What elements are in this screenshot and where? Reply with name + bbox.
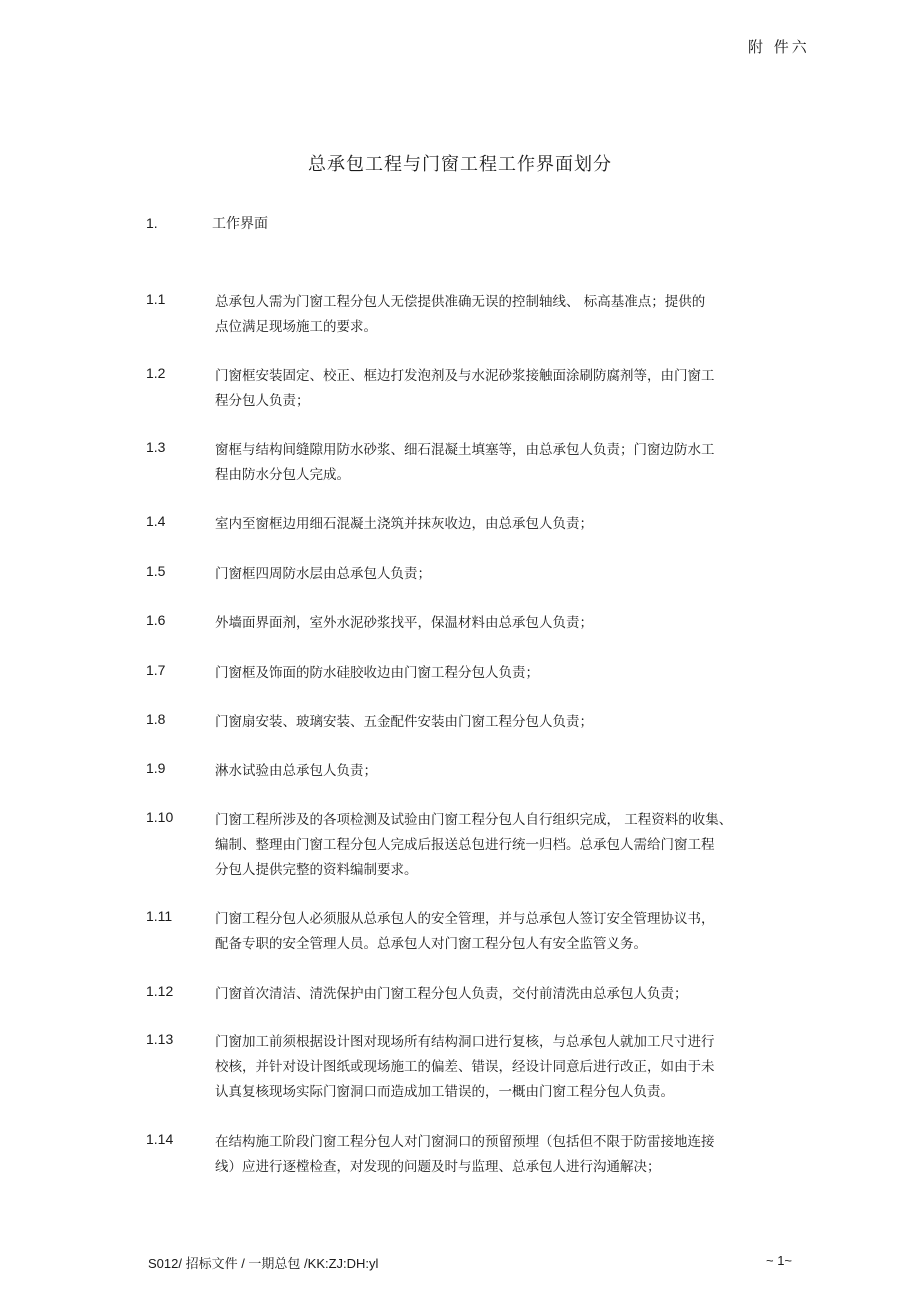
footer-document-code: S012/ 招标文件 / 一期总包 /KK:ZJ:DH:yl [148, 1256, 379, 1271]
clause-text: 门窗工程所涉及的各项检测及试验由门窗工程分包人自行组织完成， 工程资料的收集、 编制、整理由门窗工程分包人完成后报送总包进行统一归档。总承包人需给门窗工程 分包人提供完整的资料编制要求。 [215, 812, 733, 878]
document-title: 总承包工程与门窗工程工作界面划分 [308, 154, 612, 175]
clause-text: 外墙面界面剂，室外水泥砂浆找平，保温材料由总承包人负责； [215, 615, 593, 631]
clause-number: 1.14 [146, 1131, 174, 1147]
footer-page-number: ~ 1~ [766, 1253, 793, 1268]
clause-text: 窗框与结构间缝隙用防水砂浆、细石混凝土填塞等，由总承包人负责；门窗边防水工 程由防水分包人完成。 [215, 442, 715, 483]
clause-number: 1.9 [146, 760, 166, 776]
clause-text: 门窗加工前须根据设计图对现场所有结构洞口进行复核，与总承包人就加工尺寸进行 校核，并针对设计图纸或现场施工的偏差、错误，经设计同意后进行改正，如由于未 认真复核现场实际门窗洞口而造成加工错误的，一概由门窗工程分包人负责。 [215, 1034, 715, 1100]
clause-number: 1.7 [146, 662, 166, 678]
clause-text: 门窗框安装固定、校正、框边打发泡剂及与水泥砂浆接触面涂刷防腐剂等，由门窗工 程分包人负责； [215, 368, 715, 409]
attachment-label: 附 件六 [748, 38, 810, 56]
clause-number: 1.1 [146, 291, 166, 307]
section-title: 工作界面 [212, 216, 268, 232]
clause-text: 门窗首次清洁、清洗保护由门窗工程分包人负责，交付前清洗由总承包人负责； [215, 986, 688, 1002]
clause-number: 1.2 [146, 365, 166, 381]
clause-number: 1.4 [146, 513, 166, 529]
clause-text: 在结构施工阶段门窗工程分包人对门窗洞口的预留预埋（包括但不限于防雷接地连接 线）应进行逐樘检查，对发现的问题及时与监理、总承包人进行沟通解决； [215, 1134, 715, 1175]
clause-text: 室内至窗框边用细石混凝土浇筑并抹灰收边，由总承包人负责； [215, 516, 593, 532]
clause-number: 1.6 [146, 612, 166, 628]
clause-text: 门窗扇安装、玻璃安装、五金配件安装由门窗工程分包人负责； [215, 714, 593, 730]
clause-text: 门窗框四周防水层由总承包人负责； [215, 566, 431, 582]
clause-text: 淋水试验由总承包人负责； [215, 763, 377, 779]
clause-number: 1.10 [146, 809, 174, 825]
clause-number: 1.3 [146, 439, 166, 455]
clause-number: 1.13 [146, 1031, 174, 1047]
section-number: 1. [146, 215, 158, 231]
clause-number: 1.11 [146, 908, 173, 924]
clause-number: 1.5 [146, 563, 166, 579]
clause-number: 1.12 [146, 983, 174, 999]
clause-text: 门窗框及饰面的防水硅胶收边由门窗工程分包人负责； [215, 665, 539, 681]
clause-text: 门窗工程分包人必须服从总承包人的安全管理，并与总承包人签订安全管理协议书， 配备专职的安全管理人员。总承包人对门窗工程分包人有安全监管义务。 [215, 911, 715, 952]
clause-text: 总承包人需为门窗工程分包人无偿提供准确无误的控制轴线、 标高基准点；提供的 点位满足现场施工的要求。 [215, 294, 706, 335]
clause-number: 1.8 [146, 711, 166, 727]
